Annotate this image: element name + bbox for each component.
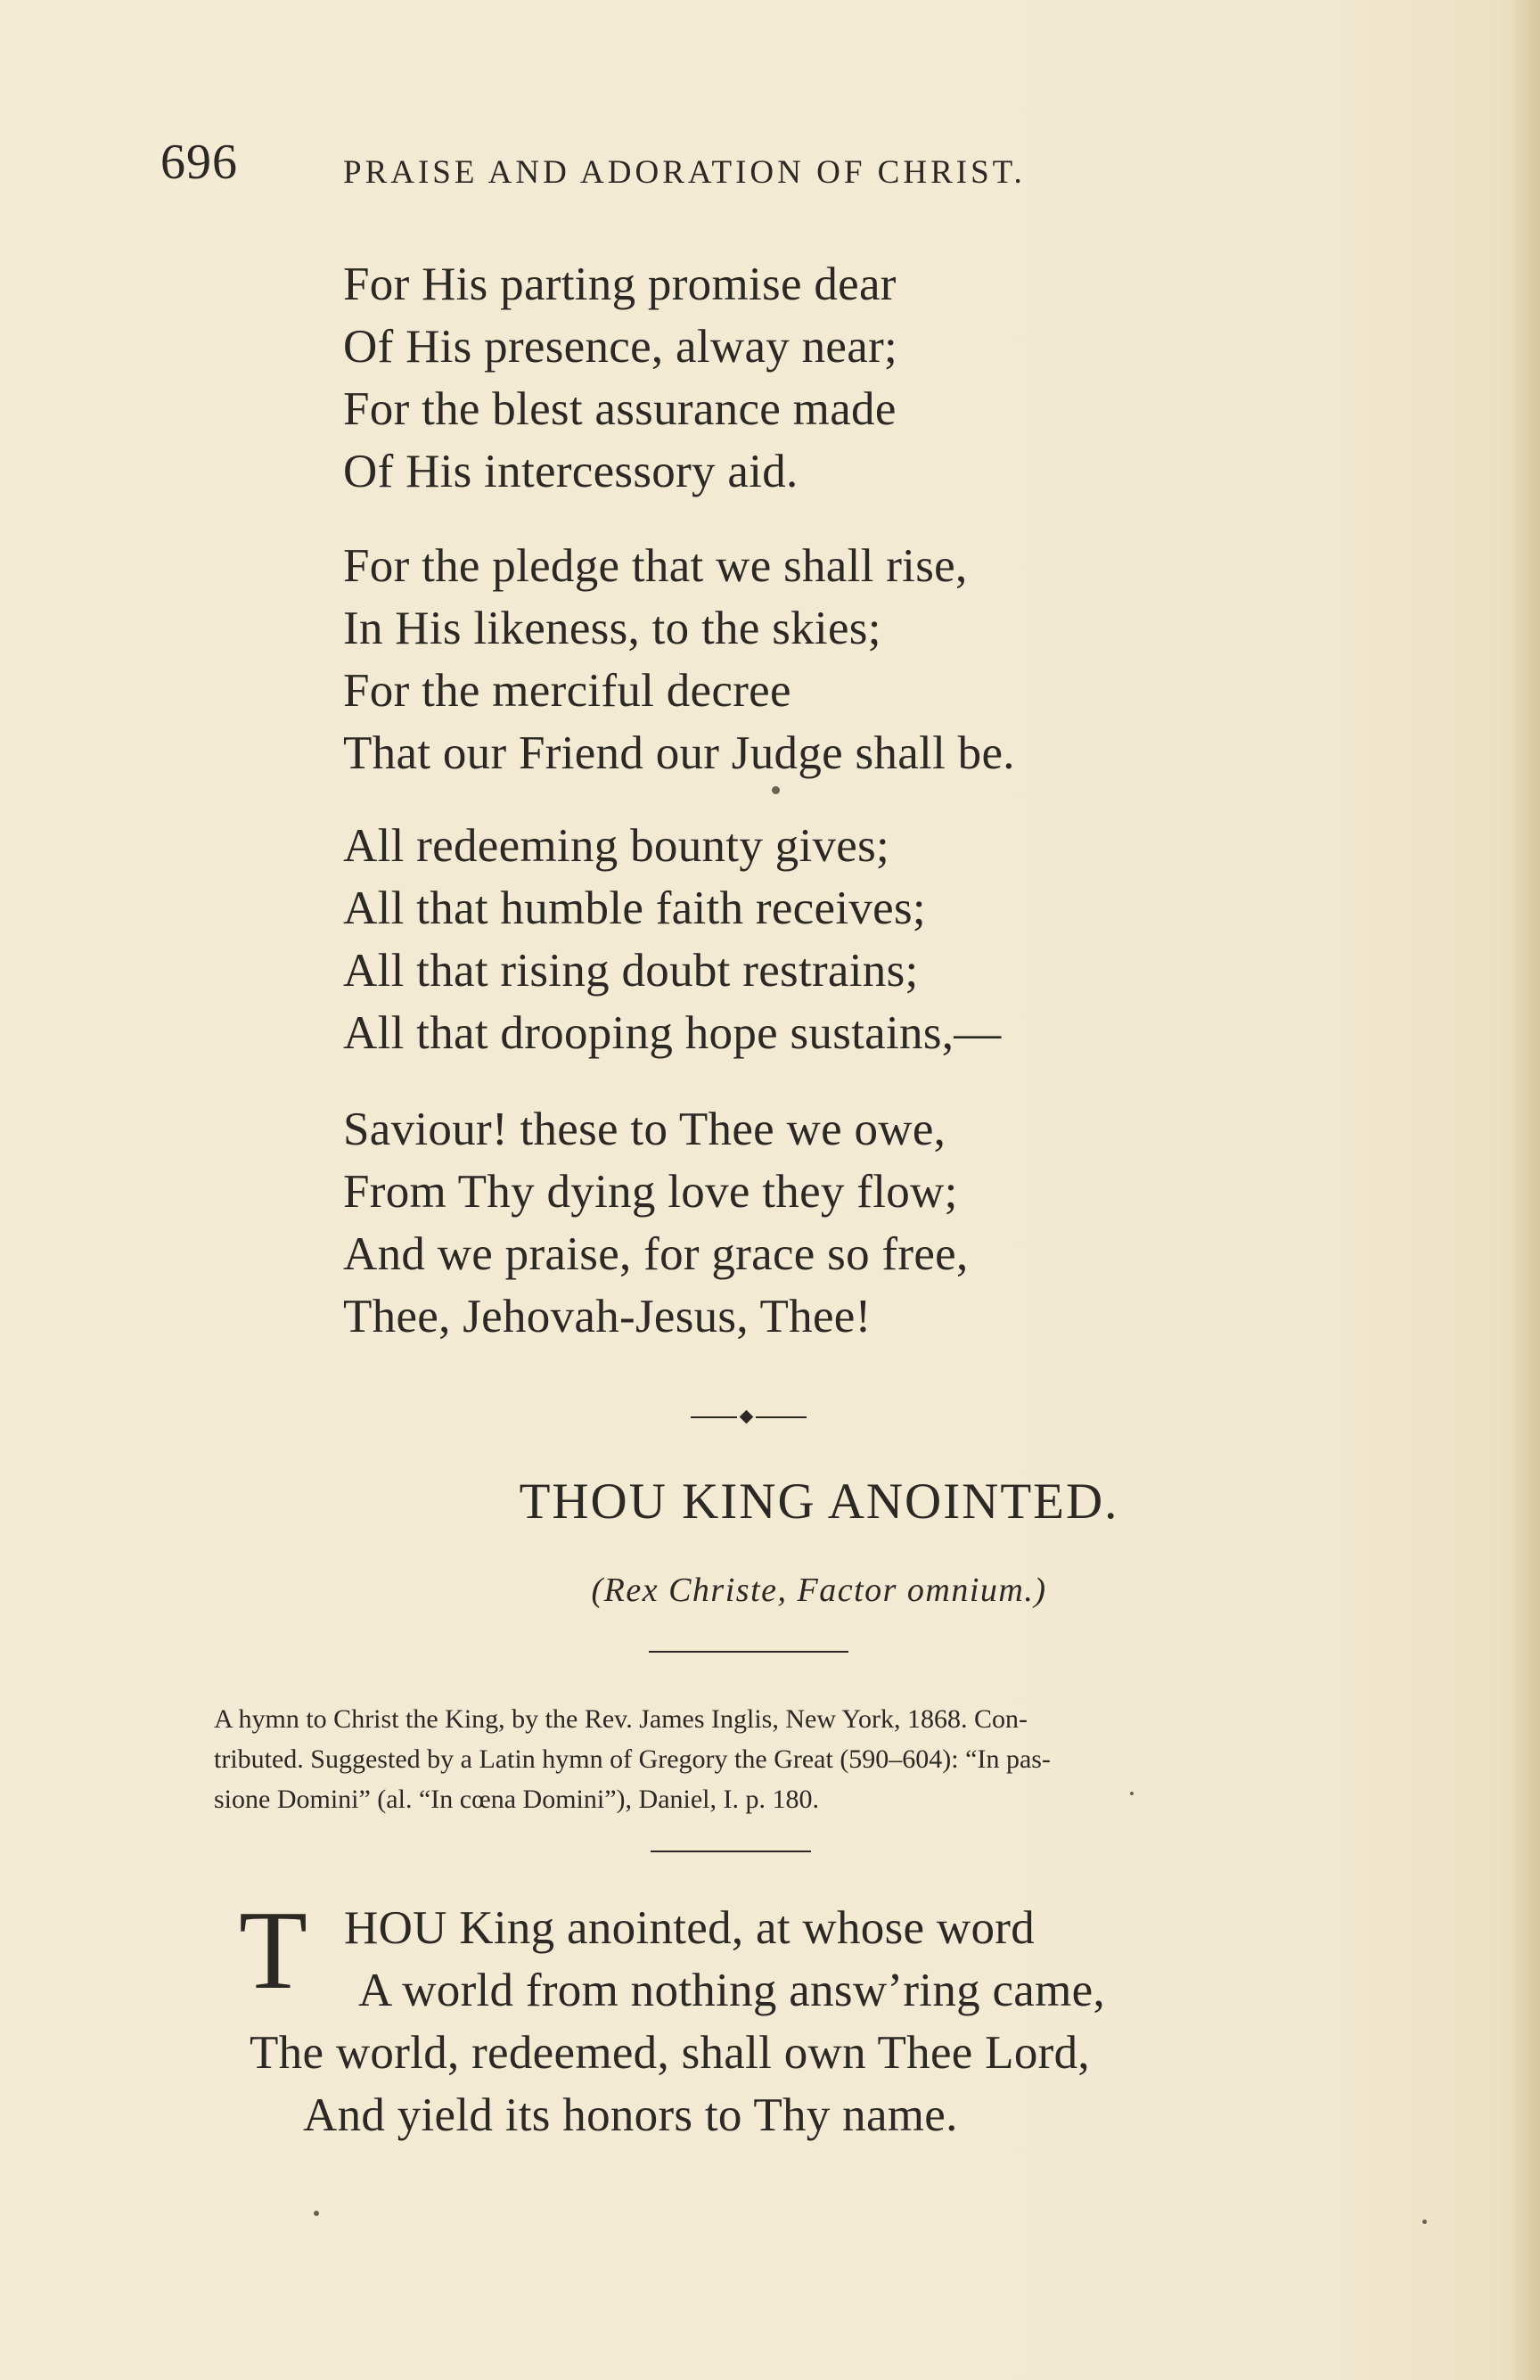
hymn-verse-line: The world, redeemed, shall own Thee Lord, — [250, 2027, 1090, 2079]
hymn-note — [214, 1699, 1337, 1819]
hymn-verse-line: And yield its honors to Thy name. — [303, 2089, 958, 2141]
verse-line: Of His intercessory aid. — [343, 446, 799, 497]
hymn-verse-line: HOU King anointed, at whose word — [344, 1902, 1036, 1954]
running-head — [160, 134, 1185, 205]
ink-speck — [1130, 1792, 1134, 1795]
verse-line: Saviour! these to Thee we owe, — [343, 1104, 946, 1155]
verse-line: All redeeming bounty gives; — [343, 820, 890, 872]
verse-line: In His likeness, to the skies; — [343, 603, 881, 654]
running-title: PRAISE AND ADORATION OF CHRIST. — [343, 154, 1026, 191]
latin-source: (Rex Christe, Factor omnium.) — [591, 1572, 1047, 1609]
verse-line: That our Friend our Judge shall be. — [343, 727, 1015, 779]
verse-line: For the blest assurance made — [343, 383, 897, 435]
note-line: tributed. Suggested by a Latin hymn of Gregory the Great (590–604): “In pas- — [214, 1744, 1051, 1774]
page-number: 696 — [160, 135, 238, 190]
verse-line: All that drooping hope sustains,— — [343, 1007, 1002, 1059]
verse-line: Thee, Jehovah-Jesus, Thee! — [343, 1291, 872, 1342]
drop-cap: T — [239, 1889, 307, 2013]
ornament-rule-right — [756, 1416, 807, 1418]
hymn-verse-line: A world from nothing answ’ring came, — [358, 1965, 1106, 2016]
verse-line: All that humble faith receives; — [343, 882, 926, 934]
stanza-1 — [343, 253, 1234, 503]
stanza-3 — [343, 815, 1234, 1064]
note-line: A hymn to Christ the King, by the Rev. James Inglis, New York, 1868. Con- — [214, 1704, 1028, 1734]
page-edge-shadow — [1511, 0, 1540, 2380]
section-ornament — [691, 1407, 807, 1428]
note-line: sione Domini” (al. “In cœna Domini”), Daniel, I. p. 180. — [214, 1785, 819, 1814]
diamond-icon — [740, 1410, 754, 1424]
ink-speck — [314, 2211, 319, 2216]
stanza-4 — [343, 1098, 1234, 1348]
divider-rule — [649, 1651, 848, 1653]
verse-line: All that rising doubt restrains; — [343, 945, 919, 997]
stanza-2 — [343, 535, 1234, 784]
verse-line: Of His presence, alway near; — [343, 321, 898, 373]
verse-line: For His parting promise dear — [343, 259, 897, 310]
ink-speck — [1422, 2220, 1427, 2224]
ornament-rule-left — [691, 1416, 737, 1418]
divider-rule — [651, 1851, 811, 1852]
verse-line: And we praise, for grace so free, — [343, 1228, 969, 1280]
verse-line: For the pledge that we shall rise, — [343, 540, 968, 592]
ink-speck — [772, 786, 780, 794]
hymn-title: THOU KING ANOINTED. — [519, 1473, 1119, 1530]
verse-line: For the merciful decree — [343, 665, 791, 717]
verse-line: From Thy dying love they flow; — [343, 1166, 958, 1218]
